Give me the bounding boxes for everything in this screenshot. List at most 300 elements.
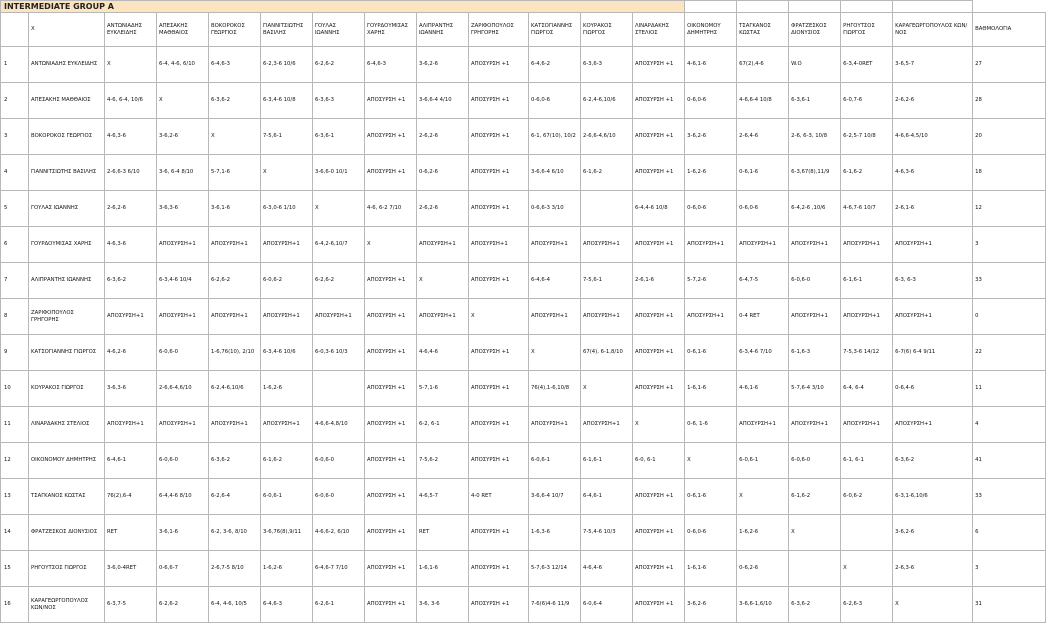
row-number-cell: 11 [1,407,29,443]
match-result-cell: 6-1,6-2 [261,443,313,479]
score-cell: 20 [973,119,1046,155]
match-result-cell: 6-4,2-6 ,10/6 [789,191,841,227]
match-result-cell: X [893,587,973,623]
match-result-cell: ΑΠΟΣΥΡΣΗ+1 [581,407,633,443]
match-result-cell: 67(2),4-6 [737,47,789,83]
match-result-cell: ΑΠΟΣΥΡΣΗ +1 [365,443,417,479]
match-result-cell: 3-6,3-6 [157,191,209,227]
match-result-cell: 6-4,6-1 [105,443,157,479]
score-cell: 41 [973,443,1046,479]
match-result-cell: 6-4,4-6 8/10 [157,479,209,515]
match-result-cell: W.O [789,47,841,83]
header-player-cell: ΓΟΥΛΑΣ ΙΩΑΝΝΗΣ [313,13,365,47]
match-result-cell: ΑΠΟΣΥΡΣΗ+1 [209,407,261,443]
match-result-cell: ΑΠΟΣΥΡΣΗ +1 [365,407,417,443]
match-result-cell: 6-0,6-0 [313,443,365,479]
match-result-cell: 6-1,6-1 [841,263,893,299]
match-result-cell: 6-1,6-1 [581,443,633,479]
match-result-cell: 6-2,6-2 [313,263,365,299]
match-result-cell: 5-7,6-4 3/10 [789,371,841,407]
score-cell: 4 [973,407,1046,443]
match-result-cell: 6-0,6-2 [841,479,893,515]
match-result-cell: ΑΠΟΣΥΡΣΗ+1 [841,227,893,263]
score-cell: 28 [973,83,1046,119]
match-result-cell: 0-6,2-6 [737,551,789,587]
score-cell: 18 [973,155,1046,191]
match-result-cell: 0-6,2-6 [417,155,469,191]
match-result-cell: 6-4,6-3 [365,47,417,83]
match-result-cell: 4-6,6-4,5/10 [893,119,973,155]
player-name-cell: ΓΙΑΝΝΙΤΣΙΩΤΗΣ ΒΑΣΙΛΗΣ [29,155,105,191]
match-result-cell: ΑΠΟΣΥΡΣΗ+1 [261,227,313,263]
match-result-cell: 2-6,4-6 [737,119,789,155]
match-result-cell: 6-0,6-2 [261,263,313,299]
match-result-cell: 3-6,2-6 [893,515,973,551]
match-result-cell: 2-6,2-6 [417,191,469,227]
match-result-cell: 4-6, 6-4, 10/6 [105,83,157,119]
title-row-empty-cell [737,1,789,13]
match-result-cell: 3-6,5-7 [893,47,973,83]
match-result-cell: ΑΠΟΣΥΡΣΗ +1 [469,407,529,443]
match-result-cell: 1-6,1-6 [685,371,737,407]
match-result-cell: 6-2,6-2 [157,587,209,623]
match-result-cell: 4-6,6-2, 6/10 [313,515,365,551]
match-result-cell: 2-6,6-3 6/10 [105,155,157,191]
match-result-cell: ΑΠΟΣΥΡΣΗ +1 [469,263,529,299]
match-result-cell [841,515,893,551]
match-result-cell: ΑΠΟΣΥΡΣΗ+1 [581,299,633,335]
table-row [1,587,1046,623]
match-result-cell: 6-3,6-1 [313,119,365,155]
match-result-cell: 5-7,1-6 [209,155,261,191]
score-cell: 31 [973,587,1046,623]
match-result-cell: 6-3,6-3 [581,47,633,83]
match-result-cell: 3-6,6-0 10/1 [313,155,365,191]
player-name-cell: ΖΑΡΙΦΟΠΟΥΛΟΣ ΓΡΗΓΟΡΗΣ [29,299,105,335]
match-result-cell: 6-1, 67(10), 10/2 [529,119,581,155]
match-result-cell: 6-2,6-3 [841,587,893,623]
match-result-cell: 5-7,1-6 [417,371,469,407]
match-result-cell [789,551,841,587]
player-name-cell: ΦΡΑΤΖΕΣΚΟΣ ΔΙΟΝΥΣΙΟΣ [29,515,105,551]
match-result-cell: 6-0,6-0 [789,263,841,299]
header-player-cell: ΤΣΑΓΚΑΝΟΣ ΚΩΣΤΑΣ [737,13,789,47]
match-result-cell: 4-6,3-6 [105,227,157,263]
match-result-cell: 6-3,7-5 [105,587,157,623]
match-result-cell: 6-1, 6-1 [841,443,893,479]
match-result-cell: ΑΠΟΣΥΡΣΗ+1 [529,299,581,335]
match-result-cell: ΑΠΟΣΥΡΣΗ+1 [789,227,841,263]
header-player-cell: ΛΙΝΑΡΔΑΚΗΣ ΣΤΕΛΙΟΣ [633,13,685,47]
match-result-cell: ΑΠΟΣΥΡΣΗ +1 [365,119,417,155]
row-number-cell: 12 [1,443,29,479]
score-cell: 33 [973,479,1046,515]
title-row-empty-cell [893,1,973,13]
row-number-cell: 5 [1,191,29,227]
match-result-cell: ΑΠΟΣΥΡΣΗ +1 [469,335,529,371]
match-result-cell: 0-6,1-6 [685,479,737,515]
match-result-cell: 4-6,1-6 [737,371,789,407]
match-result-cell: ΑΠΟΣΥΡΣΗ+1 [469,227,529,263]
player-name-cell: ΒΟΚΟΡΟΚΟΣ ΓΕΩΡΓΙΟΣ [29,119,105,155]
player-name-cell: ΚΟΥΡΑΚΟΣ ΓΙΩΡΓΟΣ [29,371,105,407]
match-result-cell: 6-0,6-0 [313,479,365,515]
header-player-cell: ΓΟΥΡΔΟΥΜΙΣΑΣ ΧΑΡΗΣ [365,13,417,47]
score-cell: 3 [973,551,1046,587]
match-result-cell: 4-6,5-7 [417,479,469,515]
row-number-cell: 6 [1,227,29,263]
match-result-cell: 0-6,0-6 [685,515,737,551]
match-result-cell: 6-1,6-2 [841,155,893,191]
match-result-cell: 6-3,4-6 10/4 [157,263,209,299]
match-result-cell: 4-6,1-6 [685,47,737,83]
table-row [1,371,1046,407]
match-result-cell: 6-3,4-6 10/6 [261,335,313,371]
match-result-cell: 4-6,4-6 [581,551,633,587]
match-result-cell: 6-3,6-2 [105,263,157,299]
header-player-cell: ΑΠΕΣΑΚΗΣ ΜΑΘΘΑΙΟΣ [157,13,209,47]
match-result-cell: X [105,47,157,83]
match-result-cell: ΑΠΟΣΥΡΣΗ+1 [737,227,789,263]
match-result-cell: X [365,227,417,263]
row-number-cell: 13 [1,479,29,515]
match-result-cell: X [581,371,633,407]
match-result-cell: 6-4,4-6 10/8 [633,191,685,227]
match-result-cell: 0-6,0-6 [685,83,737,119]
match-result-cell: ΑΠΟΣΥΡΣΗ+1 [105,407,157,443]
match-result-cell: 6-0,6-1 [529,443,581,479]
header-player-cell: ΡΗΓΟΥΤΣΟΣ ΓΙΩΡΓΟΣ [841,13,893,47]
player-name-cell: ΑΠΕΣΑΚΗΣ ΜΑΘΘΑΙΟΣ [29,83,105,119]
match-result-cell: 6-2, 6-1 [417,407,469,443]
match-result-cell: 6-3,4-0RET [841,47,893,83]
match-result-cell: 7-5,6-1 [581,263,633,299]
match-result-cell: 6-3,6-2 [209,443,261,479]
header-player-cell: ΟΙΚΟΝΟΜΟΥ ΔΗΜΗΤΡΗΣ [685,13,737,47]
match-result-cell: 0-6,6-3 3/10 [529,191,581,227]
match-result-cell: 2-6,2-6 [417,119,469,155]
score-cell: 12 [973,191,1046,227]
table-row [1,83,1046,119]
row-number-cell: 3 [1,119,29,155]
match-result-cell: X [529,335,581,371]
match-result-cell: 1-6,1-6 [417,551,469,587]
match-result-cell: ΑΠΟΣΥΡΣΗ +1 [365,587,417,623]
match-result-cell: ΑΠΟΣΥΡΣΗ +1 [633,227,685,263]
player-name-cell: ΓΟΥΛΑΣ ΙΩΑΝΝΗΣ [29,191,105,227]
match-result-cell: ΑΠΟΣΥΡΣΗ +1 [633,155,685,191]
match-result-cell: 6-4,7-5 [737,263,789,299]
table-row [1,263,1046,299]
title-row [1,1,1046,13]
match-result-cell: ΑΠΟΣΥΡΣΗ+1 [893,227,973,263]
header-player-cell: ΚΑΤΣΟΓΙΑΝΝΗΣ ΓΙΩΡΓΟΣ [529,13,581,47]
table-row [1,335,1046,371]
match-result-cell: ΑΠΟΣΥΡΣΗ +1 [469,371,529,407]
match-result-cell: 7-5,4-6 10/3 [581,515,633,551]
match-result-cell: ΑΠΟΣΥΡΣΗ +1 [633,479,685,515]
match-result-cell: 76(4),1-6,10/8 [529,371,581,407]
row-number-cell: 14 [1,515,29,551]
match-result-cell: 6-4,6-7 7/10 [313,551,365,587]
match-result-cell: ΑΠΟΣΥΡΣΗ +1 [365,515,417,551]
match-result-cell: X [313,191,365,227]
match-result-cell: 6-3,67(8),11/9 [789,155,841,191]
match-result-cell: ΑΠΟΣΥΡΣΗ+1 [157,299,209,335]
table-row [1,47,1046,83]
match-result-cell: 1-6,2-6 [685,155,737,191]
row-number-cell: 1 [1,47,29,83]
match-result-cell: ΑΠΟΣΥΡΣΗ+1 [529,227,581,263]
match-result-cell: 6-0,6-1 [261,479,313,515]
match-result-cell: 3-6,2-6 [685,587,737,623]
match-result-cell: ΑΠΟΣΥΡΣΗ +1 [365,155,417,191]
match-result-cell: 6-4,6-3 [261,587,313,623]
title-row-empty-cell [789,1,841,13]
match-result-cell: 1-6,2-6 [737,515,789,551]
match-result-cell: ΑΠΟΣΥΡΣΗ +1 [633,47,685,83]
match-result-cell: 0-6,0-6 [685,191,737,227]
match-result-cell: ΑΠΟΣΥΡΣΗ+1 [789,407,841,443]
match-result-cell: ΑΠΟΣΥΡΣΗ +1 [469,155,529,191]
match-result-cell: 6-0,6-1 [737,443,789,479]
row-number-cell: 2 [1,83,29,119]
match-result-cell: 7-5,3-6 14/12 [841,335,893,371]
match-result-cell: ΑΠΟΣΥΡΣΗ +1 [633,587,685,623]
match-result-cell: 3-6, 6-4 8/10 [157,155,209,191]
title-row-empty-cell [685,1,737,13]
header-player-cell: ΖΑΡΙΦΟΠΟΥΛΟΣ ΓΡΗΓΟΡΗΣ [469,13,529,47]
match-result-cell: 6-2,6-4 [209,479,261,515]
match-result-cell: 6-3,4-6 7/10 [737,335,789,371]
match-result-cell: 6-4,6-2 [529,47,581,83]
match-result-cell: ΑΠΟΣΥΡΣΗ +1 [469,47,529,83]
match-result-cell: 1-6,1-6 [685,551,737,587]
match-result-cell: ΑΠΟΣΥΡΣΗ +1 [633,299,685,335]
match-result-cell: 6-2,6-2 [313,47,365,83]
match-result-cell: 3-6,1-6 [209,191,261,227]
header-player-cell: ΚΑΡΑΓΕΩΡΓΟΠΟΥΛΟΣ ΚΩΝ/ΝΟΣ [893,13,973,47]
header-player-cell: ΑΝΤΩΝΙΑΔΗΣ ΕΥΚΛΕΙΔΗΣ [105,13,157,47]
match-result-cell: 3-6,6-4 10/7 [529,479,581,515]
header-corner-cell: X [29,13,105,47]
match-result-cell: 4-6,2-6 [105,335,157,371]
match-result-cell: 5-7,2-6 [685,263,737,299]
header-player-cell: ΒΟΚΟΡΟΚΟΣ ΓΕΩΡΓΙΟΣ [209,13,261,47]
match-result-cell: ΑΠΟΣΥΡΣΗ+1 [789,299,841,335]
score-cell: 27 [973,47,1046,83]
match-result-cell: 6-3,1-6,10/6 [893,479,973,515]
player-name-cell: ΑΛΙΠΡΑΝΤΗΣ ΙΩΑΝΝΗΣ [29,263,105,299]
match-result-cell: ΑΠΟΣΥΡΣΗ +1 [633,371,685,407]
match-result-cell: ΑΠΟΣΥΡΣΗ+1 [157,407,209,443]
match-result-cell: 6-2,4-6,10/6 [581,83,633,119]
match-result-cell: ΑΠΟΣΥΡΣΗ+1 [105,299,157,335]
table-row [1,407,1046,443]
table-row [1,443,1046,479]
match-result-cell: 4-6,3-6 [105,119,157,155]
score-cell: 33 [973,263,1046,299]
table-title: INTERMEDIATE GROUP A [1,1,685,13]
match-result-cell: 3-6,2-6 [685,119,737,155]
match-result-cell: X [209,119,261,155]
header-player-cell: ΑΛΙΠΡΑΝΤΗΣ ΙΩΑΝΝΗΣ [417,13,469,47]
player-name-cell: ΡΗΓΟΥΤΣΟΣ ΓΙΩΡΓΟΣ [29,551,105,587]
match-result-cell: ΑΠΟΣΥΡΣΗ+1 [841,407,893,443]
match-result-cell: 0-6,0-6 [737,191,789,227]
match-result-cell: 2-6,6-4,6/10 [581,119,633,155]
match-result-cell: 6-0,6-0 [157,335,209,371]
match-result-cell: ΑΠΟΣΥΡΣΗ +1 [469,119,529,155]
match-result-cell: X [841,551,893,587]
match-result-cell: ΑΠΟΣΥΡΣΗ +1 [633,83,685,119]
match-result-cell: 2-6,1-6 [633,263,685,299]
match-result-cell: 3-6,6-4 4/10 [417,83,469,119]
match-result-cell: 3-6,1-6 [157,515,209,551]
match-result-cell: 6-4, 4-6, 10/5 [209,587,261,623]
match-result-cell: ΑΠΟΣΥΡΣΗ +1 [633,119,685,155]
match-result-cell: 4-6,4-6 [417,335,469,371]
header-player-cell: ΚΟΥΡΑΚΟΣ ΓΙΩΡΓΟΣ [581,13,633,47]
player-name-cell: ΓΟΥΡΔΟΥΜΙΣΑΣ ΧΑΡΗΣ [29,227,105,263]
match-result-cell: 3-6,3-6 [105,371,157,407]
match-result-cell: ΑΠΟΣΥΡΣΗ +1 [469,515,529,551]
match-result-cell: 2-6,6-4,6/10 [157,371,209,407]
match-result-cell: 6-2,6-1 [313,587,365,623]
match-result-cell: 2-6, 6-3, 10/8 [789,119,841,155]
match-result-cell: 6-2,5-7 10/8 [841,119,893,155]
score-cell: 22 [973,335,1046,371]
match-result-cell: ΑΠΟΣΥΡΣΗ +1 [365,335,417,371]
match-result-cell [313,371,365,407]
match-result-cell: ΑΠΟΣΥΡΣΗ+1 [685,227,737,263]
row-number-cell: 4 [1,155,29,191]
match-result-cell: 7-6(6)4-6 11/9 [529,587,581,623]
match-result-cell: 6-2,6-2 [209,263,261,299]
match-result-cell: ΑΠΟΣΥΡΣΗ+1 [581,227,633,263]
player-name-cell: ΚΑΤΣΟΓΙΑΝΝΗΣ ΓΙΩΡΓΟΣ [29,335,105,371]
match-result-cell: 6-3,4-6 10/8 [261,83,313,119]
header-index-cell [1,13,29,47]
match-result-cell: 4-6,3-6 [893,155,973,191]
match-result-cell: 6-3,6-2 [893,443,973,479]
match-result-cell: ΑΠΟΣΥΡΣΗ+1 [209,227,261,263]
match-result-cell: ΑΠΟΣΥΡΣΗ +1 [365,83,417,119]
match-result-cell: 7-5,6-1 [261,119,313,155]
score-cell: 0 [973,299,1046,335]
match-result-cell: ΑΠΟΣΥΡΣΗ +1 [469,587,529,623]
match-result-cell: 7-5,6-2 [417,443,469,479]
row-number-cell: 10 [1,371,29,407]
match-result-cell: 3-6,0-4RET [105,551,157,587]
match-result-cell: 6-0,6-0 [157,443,209,479]
row-number-cell: 7 [1,263,29,299]
table-row [1,119,1046,155]
header-row [1,13,1046,47]
match-result-cell: 6-0,6-0 [789,443,841,479]
match-result-cell: ΑΠΟΣΥΡΣΗ+1 [893,299,973,335]
match-result-cell: 76(2),6-4 [105,479,157,515]
match-result-cell: 1-6,2-6 [261,371,313,407]
match-result-cell: 6-0,7-6 [841,83,893,119]
match-result-cell: 6-3,6-3 [313,83,365,119]
match-result-cell: ΑΠΟΣΥΡΣΗ +1 [469,443,529,479]
table-row [1,551,1046,587]
match-result-cell: ΑΠΟΣΥΡΣΗ+1 [685,299,737,335]
match-result-cell: ΑΠΟΣΥΡΣΗ +1 [469,191,529,227]
match-result-cell: X [157,83,209,119]
header-player-cell: ΦΡΑΤΖΕΣΚΟΣ ΔΙΟΝΥΣΙΟΣ [789,13,841,47]
match-result-cell: ΑΠΟΣΥΡΣΗ+1 [841,299,893,335]
row-number-cell: 8 [1,299,29,335]
player-name-cell: ΤΣΑΓΚΑΝΟΣ ΚΩΣΤΑΣ [29,479,105,515]
match-result-cell: 3-6,6-4 6/10 [529,155,581,191]
match-result-cell: ΑΠΟΣΥΡΣΗ+1 [417,299,469,335]
match-result-cell: 6-1,6-3 [789,335,841,371]
match-result-cell: 3-6,76(8),9/11 [261,515,313,551]
header-player-cell: ΓΙΑΝΝΙΤΣΙΩΤΗΣ ΒΑΣΙΛΗΣ [261,13,313,47]
match-result-cell: ΑΠΟΣΥΡΣΗ +1 [633,335,685,371]
match-result-cell: 0-6,4-6 [893,371,973,407]
table-row [1,155,1046,191]
match-result-cell: 6-7(6) 6-4 9/11 [893,335,973,371]
match-result-cell: 3-6,2-6 [417,47,469,83]
match-result-cell: 2-6,2-6 [893,83,973,119]
match-result-cell: 1-6,76(10), 2/10 [209,335,261,371]
match-result-cell: 0-4 RET [737,299,789,335]
match-result-cell: 0-6,1-6 [737,155,789,191]
match-result-cell: 2-6,2-6 [105,191,157,227]
match-result-cell: 4-6,6-4 10/8 [737,83,789,119]
match-result-cell: ΑΠΟΣΥΡΣΗ +1 [365,263,417,299]
match-result-cell: 67(4), 6-1,8/10 [581,335,633,371]
player-name-cell: ΑΝΤΩΝΙΑΔΗΣ ΕΥΚΛΕΙΔΗΣ [29,47,105,83]
match-result-cell: X [417,263,469,299]
table-row [1,191,1046,227]
match-result-cell: ΑΠΟΣΥΡΣΗ +1 [365,299,417,335]
match-result-cell: 4-6,7-6 10/7 [841,191,893,227]
match-result-cell: 0-6,6-7 [157,551,209,587]
title-row-empty-cell [841,1,893,13]
match-result-cell: 6-3,0-6 1/10 [261,191,313,227]
match-result-cell: 6-1,6-2 [581,155,633,191]
match-result-cell: ΑΠΟΣΥΡΣΗ +1 [365,371,417,407]
match-result-cell: X [261,155,313,191]
match-result-cell: 6-3, 6-3 [893,263,973,299]
match-result-cell: ΑΠΟΣΥΡΣΗ +1 [365,551,417,587]
score-cell: 3 [973,227,1046,263]
match-result-cell: RET [417,515,469,551]
match-result-cell: 0-6, 1-6 [685,407,737,443]
header-score-cell: ΒΑΘΜΟΛΟΓΙΑ [973,13,1046,47]
match-result-cell: ΑΠΟΣΥΡΣΗ +1 [469,83,529,119]
match-result-cell: ΑΠΟΣΥΡΣΗ+1 [261,299,313,335]
match-result-cell: ΑΠΟΣΥΡΣΗ +1 [365,479,417,515]
match-result-cell: 6-2,4-6,10/6 [209,371,261,407]
match-result-cell: 5-7,6-3 12/14 [529,551,581,587]
match-result-cell: RET [105,515,157,551]
match-result-cell: ΑΠΟΣΥΡΣΗ +1 [633,551,685,587]
match-result-cell: ΑΠΟΣΥΡΣΗ+1 [157,227,209,263]
table-row [1,479,1046,515]
match-result-cell: 6-2,3-6 10/6 [261,47,313,83]
match-result-cell: 1-6,3-6 [529,515,581,551]
match-result-cell: 4-6, 6-2 7/10 [365,191,417,227]
score-cell: 11 [973,371,1046,407]
match-result-cell: 6-1,6-2 [789,479,841,515]
match-result-cell: 6-3,6-1 [789,83,841,119]
match-result-cell: 2-6,3-6 [893,551,973,587]
